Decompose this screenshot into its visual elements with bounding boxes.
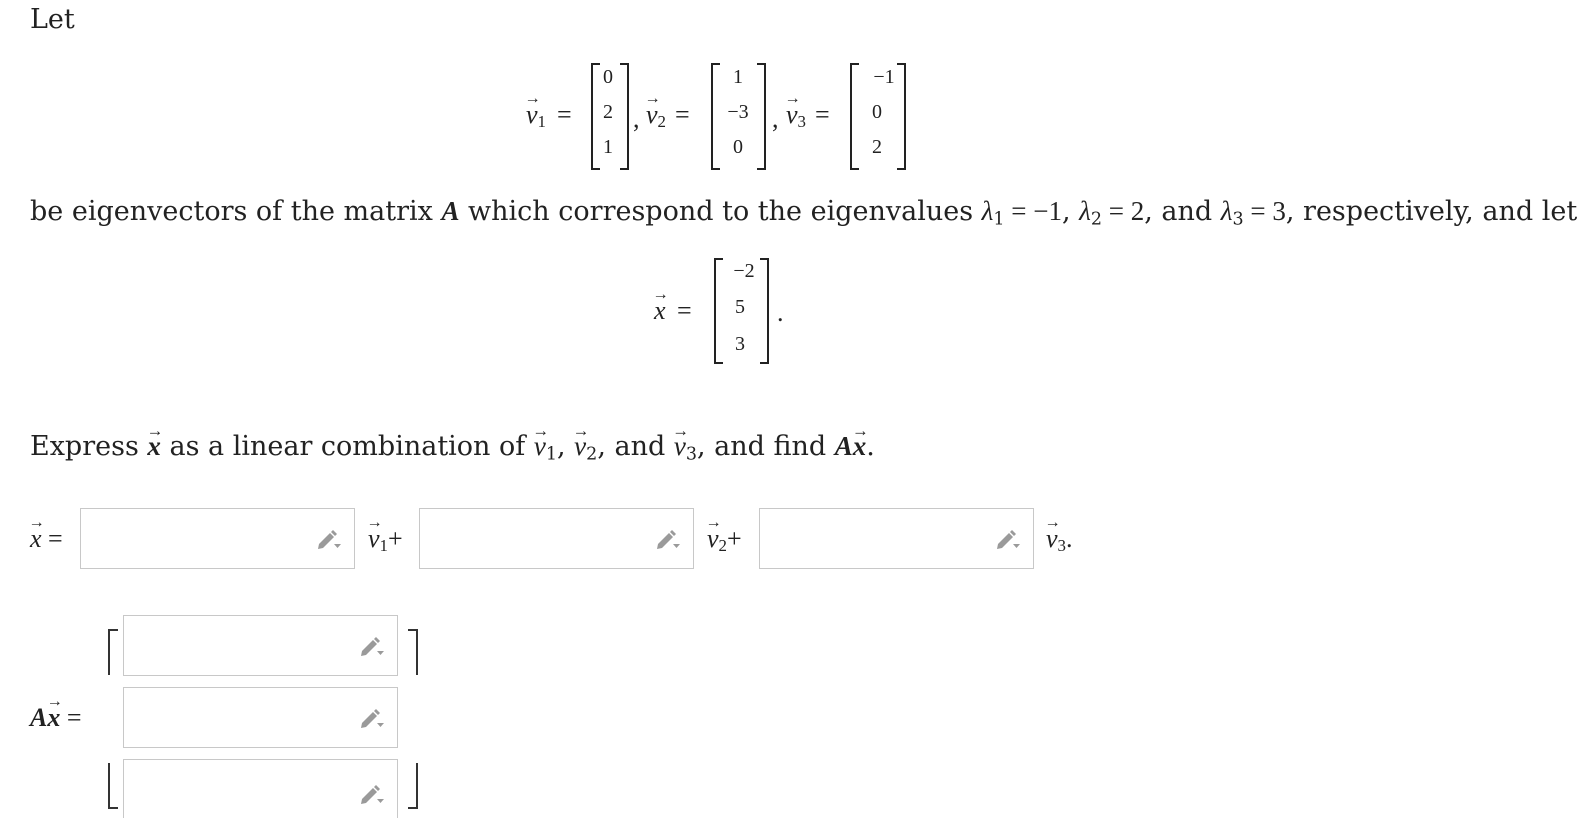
equals-sign: = (677, 296, 692, 325)
x-right-bracket (760, 258, 769, 364)
ax-entry-3-box[interactable] (123, 759, 398, 818)
ax-entry-2-input[interactable] (124, 688, 397, 747)
ax-entry-1-input[interactable] (124, 616, 397, 675)
coefficient-1-input[interactable] (81, 509, 354, 568)
v2-entry: 1 (733, 66, 743, 88)
pencil-icon[interactable] (316, 528, 342, 550)
coefficient-1-box[interactable] (80, 508, 355, 569)
pencil-icon[interactable] (655, 528, 681, 550)
pencil-icon[interactable] (359, 707, 385, 729)
v1-label: → $v_1$ (526, 100, 546, 132)
pencil-icon[interactable] (359, 783, 385, 805)
ax-left-bracket-bottom (108, 763, 118, 809)
x-entry: 3 (735, 333, 745, 355)
v2-entry: 0 (733, 136, 743, 158)
ax-right-bracket-top (408, 629, 418, 675)
v1-right-bracket (620, 63, 629, 170)
pencil-icon[interactable] (359, 635, 385, 657)
x-entry: −2 (733, 260, 755, 282)
v1-term: → $v_1+$ (368, 524, 403, 556)
equals-sign: = (557, 100, 572, 129)
v1-entry: 1 (603, 136, 613, 158)
ax-entry-1-box[interactable] (123, 615, 398, 676)
v2-term: → $v_2+$ (707, 524, 742, 556)
x-combo-label: → x = (30, 524, 63, 554)
ax-left-bracket-top (108, 629, 118, 675)
x-label: → x (654, 296, 666, 326)
eigen-sentence: be eigenvectors of the matrix A which correspond to the eigenvalues $\lambda_1 = -1$, $\lambda_2 = 2$, and $\lambda_3 = 3$, respectively, and let (30, 196, 1577, 230)
period: . (777, 298, 784, 327)
question-text: Express → x as a linear combination of → $v_1$, → $v_2$, and → $v_3$, and find A→ x. (30, 433, 875, 464)
v2-right-bracket (757, 63, 766, 170)
coefficient-2-box[interactable] (419, 508, 694, 569)
v3-term: → $v_3$. (1046, 524, 1073, 556)
v3-label: → $v_3$ (786, 100, 806, 132)
v1-entry: 2 (603, 101, 613, 123)
v3-right-bracket (897, 63, 906, 170)
pencil-icon[interactable] (995, 528, 1021, 550)
coefficient-3-input[interactable] (760, 509, 1033, 568)
coefficient-2-input[interactable] (420, 509, 693, 568)
equals-sign: = (675, 100, 690, 129)
v2-label: → $v_2$ (646, 100, 666, 132)
coefficient-3-box[interactable] (759, 508, 1034, 569)
comma: , (633, 104, 640, 133)
x-entry: 5 (735, 296, 745, 318)
equals-sign: = (815, 100, 830, 129)
v2-entry: −3 (727, 101, 749, 123)
v3-entry: 2 (872, 136, 882, 158)
v1-entry: 0 (603, 66, 613, 88)
ax-entry-2-box[interactable] (123, 687, 398, 748)
v3-entry: 0 (872, 101, 882, 123)
comma: , (772, 104, 779, 133)
ax-right-bracket-bottom (408, 763, 418, 809)
ax-entry-3-input[interactable] (124, 760, 397, 818)
v3-entry: −1 (873, 66, 895, 88)
ax-label: A→ x = (30, 703, 82, 733)
intro-let: Let (30, 4, 75, 35)
